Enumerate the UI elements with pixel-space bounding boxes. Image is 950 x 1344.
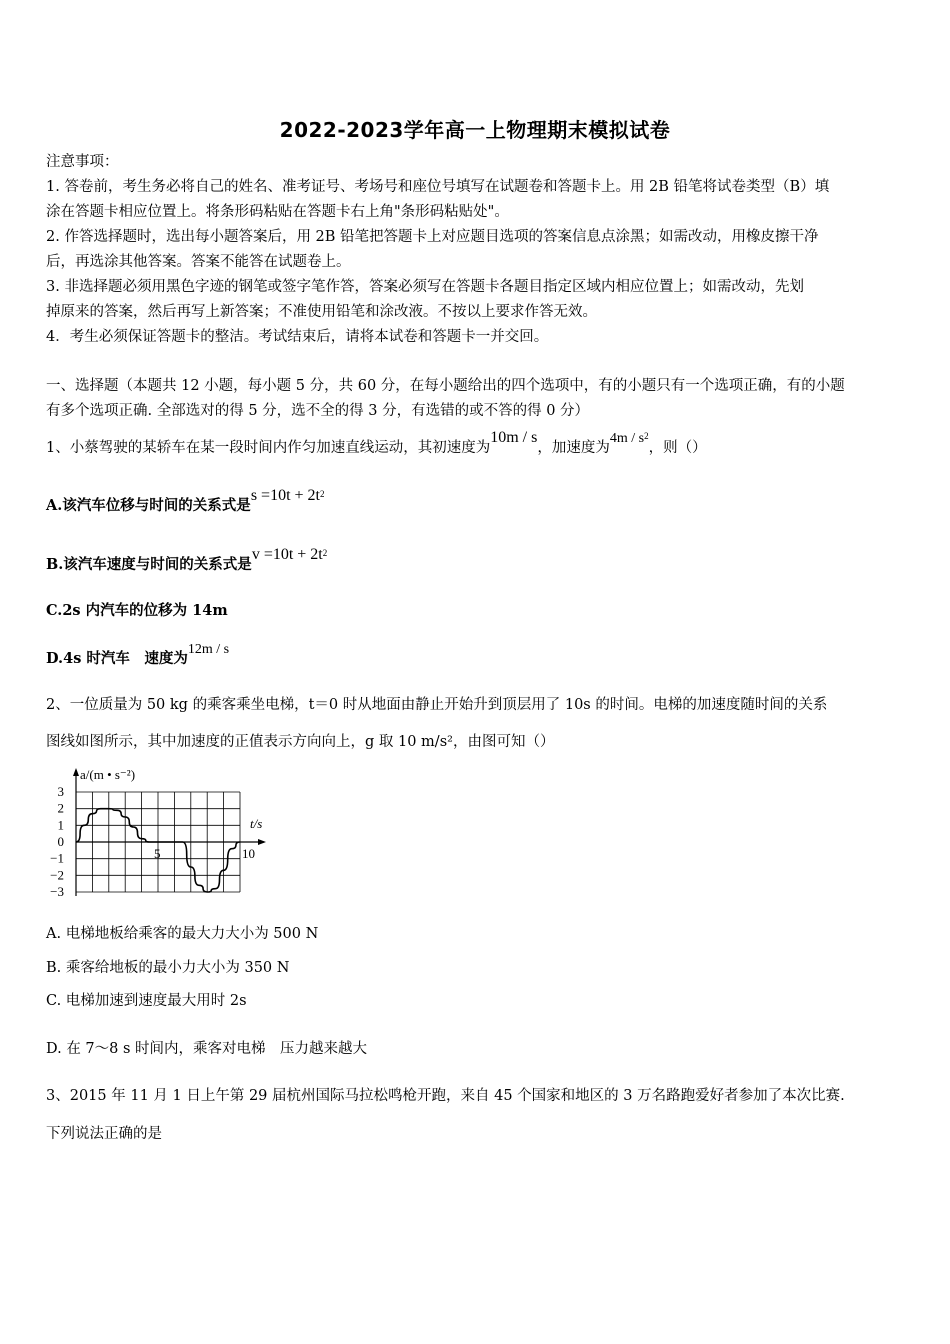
- q1-option-d: D.4s 时汽车 速度为12m / s: [46, 642, 230, 667]
- q2-option-b: B. 乘客给地板的最小力大小为 350 N: [46, 960, 290, 976]
- notice-line-7: 4．考生必须保证答题卡的整洁。考试结束后，请将本试卷和答题卡一并交回。: [46, 329, 549, 345]
- notice-line-2: 涂在答题卡相应位置上。将条形码粘贴在答题卡右上角"条形码粘贴处"。: [46, 204, 509, 220]
- x-axis-label: t/s: [250, 816, 263, 831]
- notice-heading: 注意事项：: [46, 154, 119, 170]
- notice-line-6: 掉原来的答案，然后再写上新答案；不准使用铅笔和涂改液。不按以上要求作答无效。: [46, 304, 597, 320]
- q1-option-c: C.2s 内汽车的位移为 14m: [46, 602, 228, 619]
- y-tick-label: 1: [57, 817, 64, 833]
- q2-option-a: A. 电梯地板给乘客的最大力大小为 500 N: [46, 926, 319, 942]
- y-axis-arrow: [73, 768, 79, 776]
- q3-stem-line-2: 下列说法正确的是: [46, 1126, 162, 1142]
- q1-initial-velocity: 10m / s: [490, 429, 538, 446]
- q1-stem-text-a: 1、小蔡驾驶的某轿车在某一段时间内作匀加速直线运动，其初速度为: [46, 440, 491, 456]
- q1-acceleration: $4m / s^2$: [609, 431, 649, 446]
- section-heading-line-1: 一、选择题（本题共 12 小题，每小题 5 分，共 60 分，在每小题给出的四个选项中，有的小题只有一个选项正确，有的小题: [46, 378, 845, 394]
- y-tick-label: −2: [50, 867, 64, 883]
- notice-line-3: 2. 作答选择题时，选出每小题答案后，用 2B 铅笔把答题卡上对应题目选项的答案信息点涂黑；如需改动，用橡皮擦干净: [46, 229, 819, 245]
- y-tick-label: −1: [50, 850, 64, 866]
- q1-option-d-formula: 12m / s: [187, 642, 230, 657]
- q2-option-c: C. 电梯加速到速度最大用时 2s: [46, 993, 247, 1009]
- y-tick-label: −3: [50, 884, 64, 899]
- q1-stem: [46, 429, 707, 459]
- q1-stem-text-b: ，加速度为: [537, 440, 610, 456]
- q1-option-b: B.该汽车速度与时间的关系式是$v =10t + 2t^2$: [46, 546, 328, 573]
- y-tick-label: 0: [57, 834, 64, 849]
- notice-line-5: 3. 非选择题必须用黑色字迹的钢笔或签字笔作答，答案必须写在答题卡各题目指定区域内相应位置上；如需改动，先划: [46, 279, 804, 295]
- q1-option-a: A.该汽车位移与时间的关系式是$s =10t + 2t^2$: [46, 487, 325, 514]
- y-tick-label: 3: [57, 784, 64, 799]
- q2-stem-line-2: 图线如图所示，其中加速度的正值表示方向向上，g 取 10 m/s²，由图可知（）: [46, 734, 555, 750]
- q1-stem-text-c: ，则（）: [648, 440, 707, 456]
- x-tick-label: 5: [154, 846, 161, 861]
- acceleration-time-graph: [46, 762, 276, 912]
- q1-option-b-formula: $v =10t + 2t^2$: [251, 546, 328, 563]
- q2-stem-line-1: 2、一位质量为 50 kg 的乘客乘坐电梯，t＝0 时从地面由静止开始升到顶层用了 10s 的时间。电梯的加速度随时间的关系: [46, 697, 828, 713]
- y-tick-label: 2: [57, 800, 64, 816]
- x-axis-arrow: [258, 839, 266, 845]
- page-title: 2022-2023学年高一上物理期末模拟试卷: [279, 118, 671, 142]
- notice-line-4: 后，再选涂其他答案。答案不能答在试题卷上。: [46, 254, 351, 270]
- notice-line-1: 1. 答卷前，考生务必将自己的姓名、准考证号、考场号和座位号填写在试题卷和答题卡上。用 2B 铅笔将试卷类型（B）填: [46, 179, 830, 195]
- q1-option-a-formula: $s =10t + 2t^2$: [250, 487, 325, 504]
- y-axis-label: a/(m • s⁻²): [80, 767, 136, 782]
- section-heading-line-2: 有多个选项正确. 全部选对的得 5 分，选不全的得 3 分，有选错的或不答的得 0 分）: [46, 403, 590, 419]
- x-tick-label: 10: [242, 846, 255, 861]
- q2-option-d: D. 在 7～8 s 时间内，乘客对电梯 压力越来越大: [46, 1041, 368, 1057]
- q3-stem-line-1: 3、2015 年 11 月 1 日上午第 29 届杭州国际马拉松鸣枪开跑，来自 45 个国家和地区的 3 万名路跑爱好者参加了本次比赛.: [46, 1088, 845, 1104]
